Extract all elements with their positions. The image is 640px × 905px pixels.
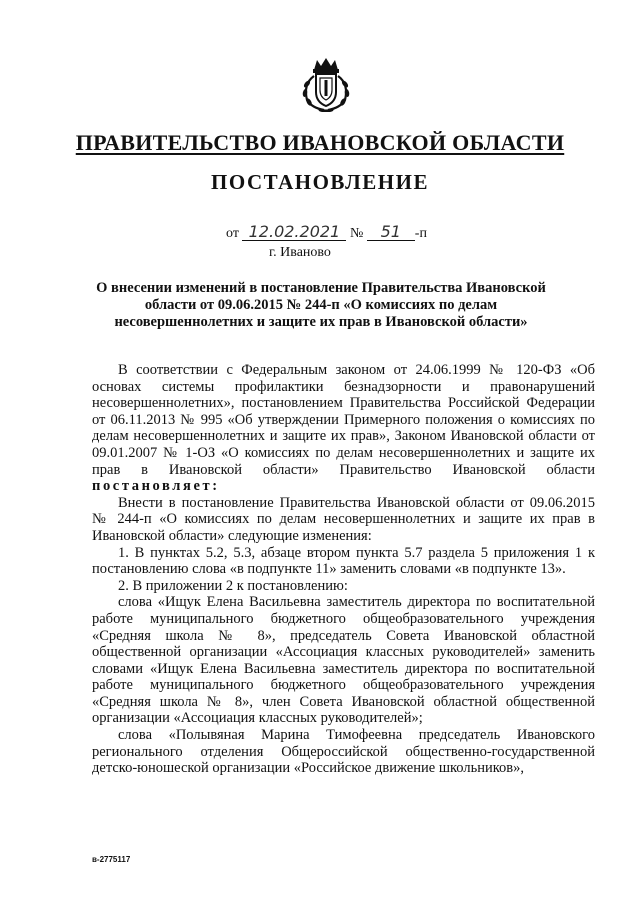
handwritten-date: 12.02.2021 bbox=[242, 223, 346, 241]
footer-code: в-2775117 bbox=[92, 855, 131, 864]
preamble-text: В соответствии с Федеральным законом от 24.06.1999 № 120-ФЗ «Об основах системы профилактики безнадзорности и правонарушений несовершеннолетних», постановлением Правительства Российской Федерации от 06.11.2013 № 995 «Об утверждении Примерного положения о комиссиях по делам несовершеннолетних и защите их прав», Законом Ивановской области от 09.01.2007 № 1-ОЗ «О комиссиях по делам несовершеннолетних и защите их прав в Ивановской области» Правительство Ивановской области bbox=[92, 362, 595, 478]
handwritten-number: 51 bbox=[367, 223, 415, 241]
document-subject: О внесении изменений в постановление Правительства Ивановской области от 09.06.2015 № 244-п «О комиссиях по делам несовершеннолетних и защите их прав в Ивановской области» bbox=[96, 280, 546, 330]
number-label: № bbox=[349, 226, 364, 241]
paragraph-ishchuk: слова «Ищук Елена Васильевна заместитель директора по воспитательной работе муниципального бюджетного общеобразовательного учреждения «Средняя школа № 8», председатель Совета Ивановской областной общественной организации «Ассоциация классных руководителей» заменить словами «Ищук Елена Васильевна заместитель директора по воспитательной работе муниципального бюджетного общеобразовательного учреждения «Средняя школа № 8», член Совета Ивановской областной общественной организации «Ассоциация классных руководителей»; bbox=[92, 594, 595, 727]
paragraph-item-1: 1. В пунктах 5.2, 5.3, абзаце втором пункта 5.7 раздела 5 приложения 1 к постановлению слова «в подпункте 11» заменить словами «в подпункте 13». bbox=[92, 544, 595, 578]
paragraph-amend: Внести в постановление Правительства Ивановской области от 09.06.2015 № 244-п «О комиссиях по делам несовершеннолетних и защите их прав в Ивановской области» следующие изменения: bbox=[92, 494, 595, 544]
from-label: от bbox=[226, 226, 239, 241]
paragraph-preamble bbox=[92, 362, 595, 495]
paragraph-polyvyanaya: слова «Полывяная Марина Тимофеевна председатель Ивановского регионального отделения Общероссийской общественно-государственной детско-юношеской организации «Российское движение школьников», bbox=[92, 727, 595, 777]
city: г. Иваново bbox=[269, 245, 331, 260]
number-suffix: -п bbox=[414, 226, 427, 241]
ivanovo-coat-of-arms-icon bbox=[297, 56, 355, 112]
document-body bbox=[92, 362, 595, 777]
document-type: ПОСТАНОВЛЕНИЕ bbox=[211, 170, 429, 194]
resolves-word: постановляет: bbox=[92, 478, 220, 495]
government-title: ПРАВИТЕЛЬСТВО ИВАНОВСКОЙ ОБЛАСТИ bbox=[75, 130, 565, 155]
paragraph-item-2: 2. В приложении 2 к постановлению: bbox=[118, 577, 348, 594]
date-number-line bbox=[226, 223, 427, 242]
